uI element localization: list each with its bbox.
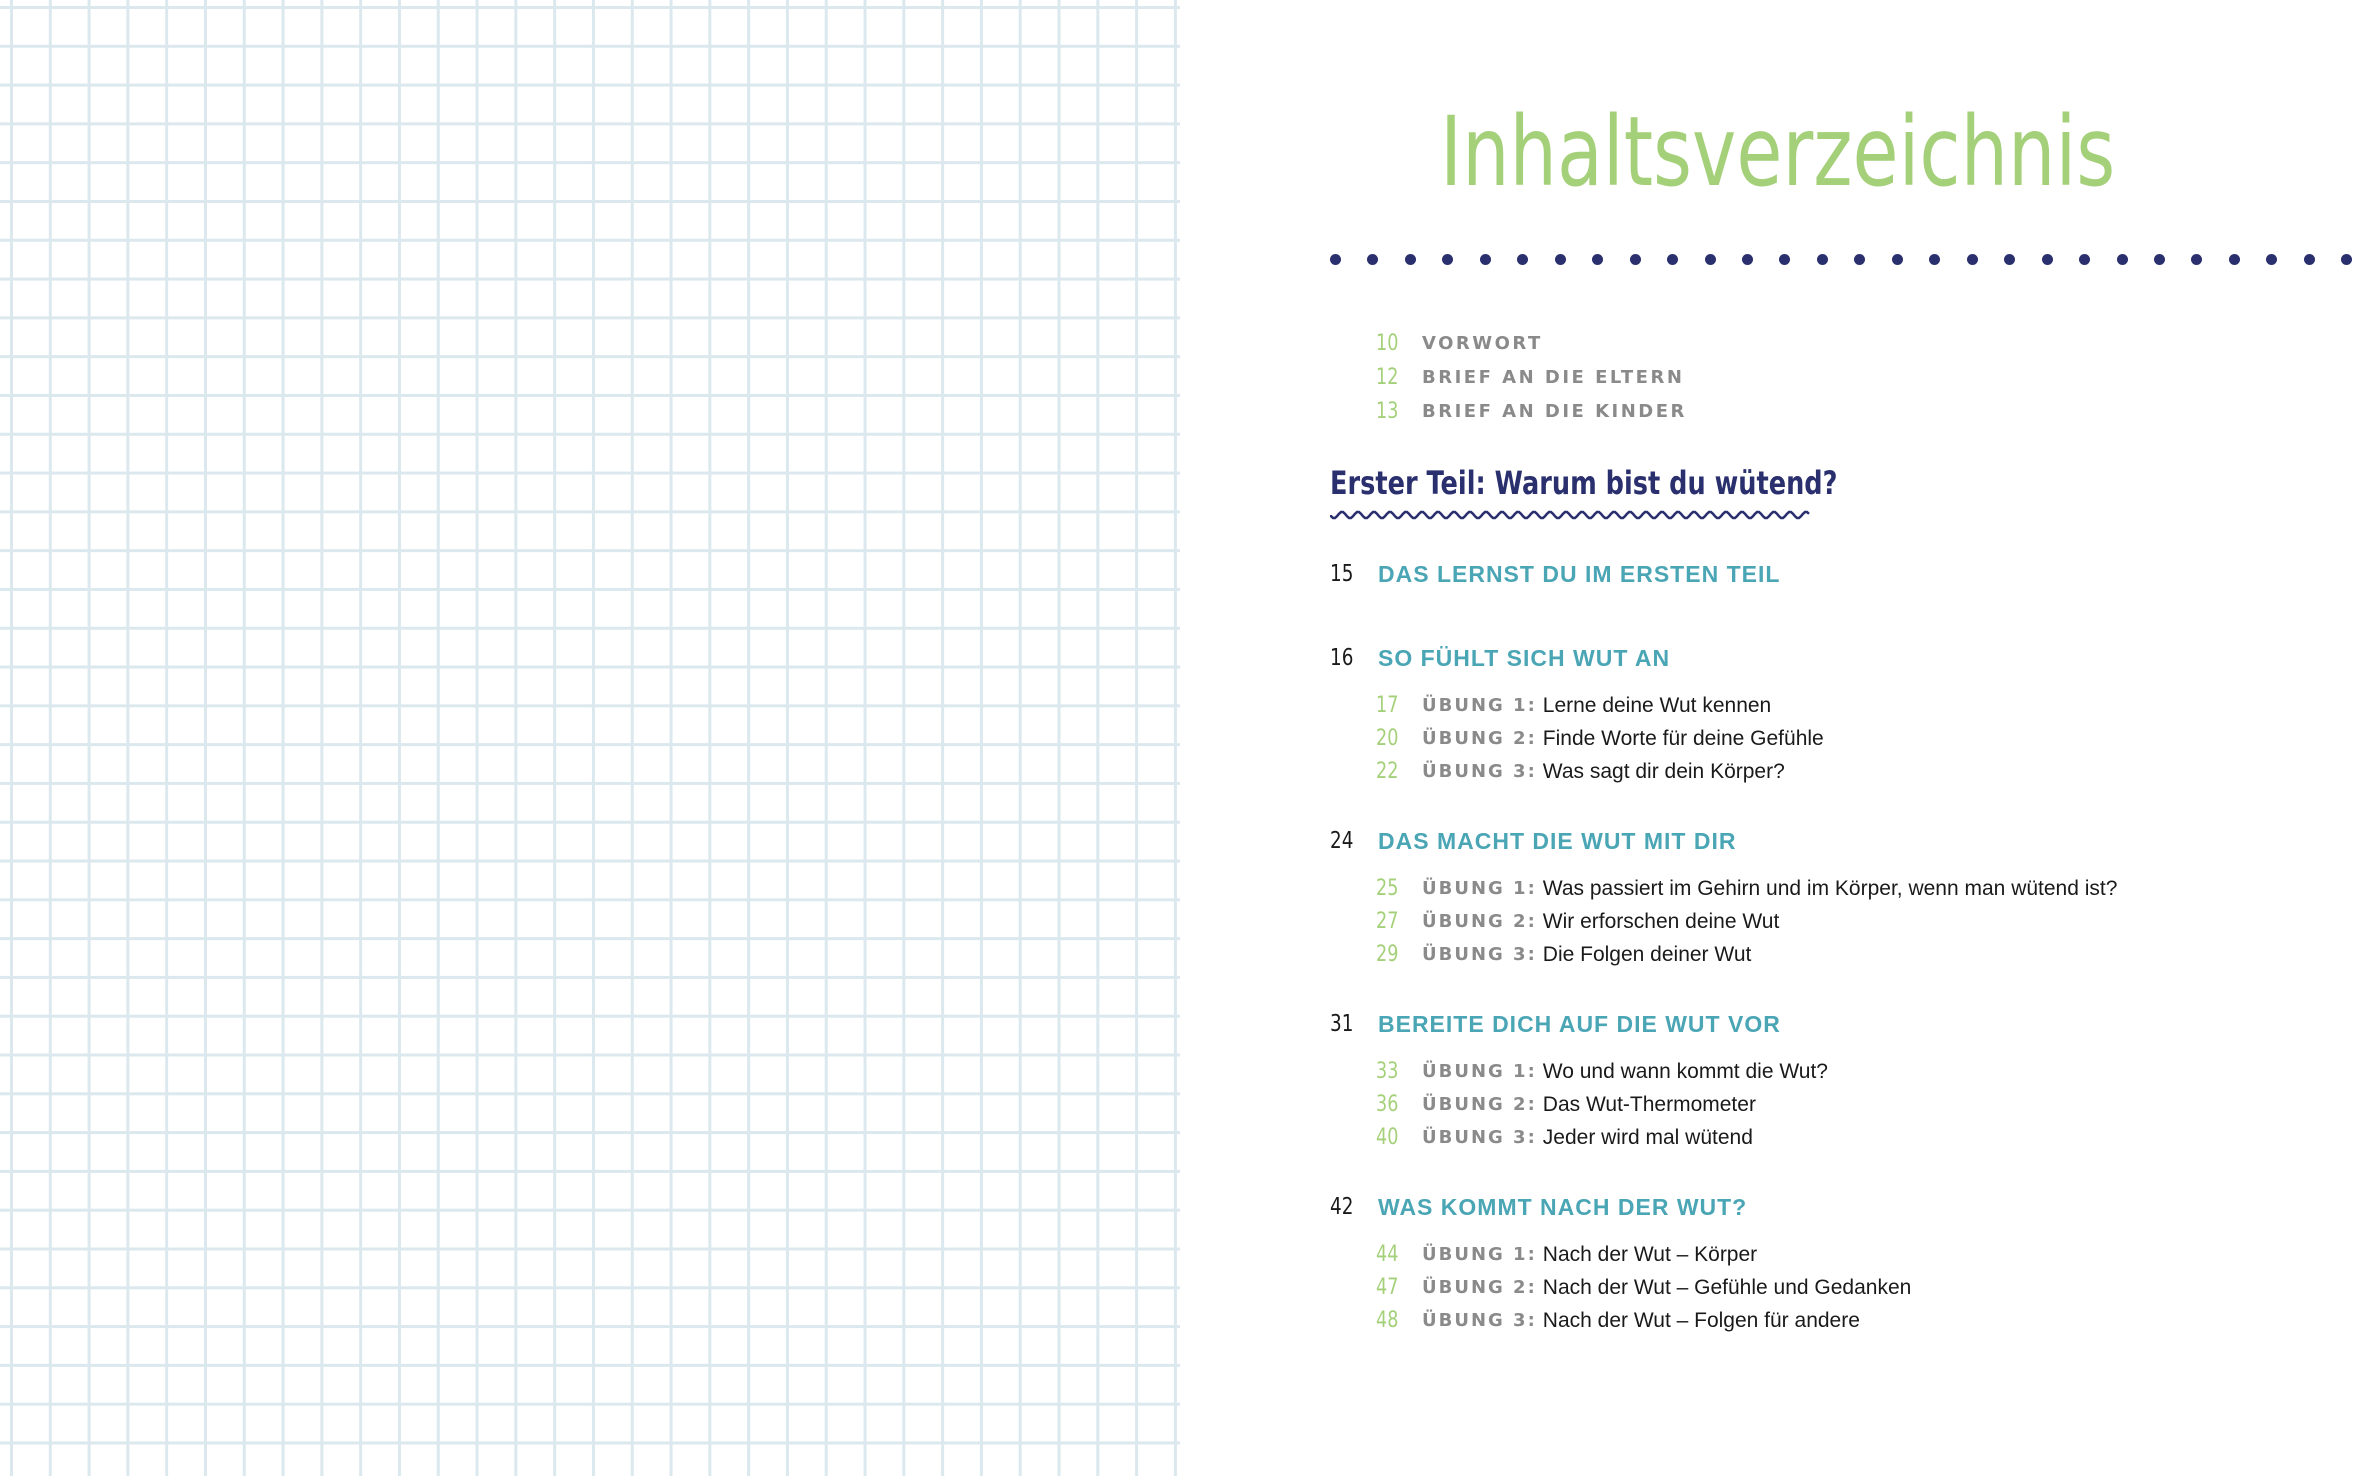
exercise-title: Nach der Wut – Körper xyxy=(1542,1242,1758,1266)
page-title: Inhaltsverzeichnis xyxy=(1440,96,2116,208)
toc-section xyxy=(1330,823,2117,971)
exercise-item[interactable] xyxy=(1376,872,2117,905)
page-number: 44 xyxy=(1376,1242,1399,1267)
exercise-title: Nach der Wut – Folgen für andere xyxy=(1542,1308,1860,1332)
divider-dot xyxy=(1442,254,1453,265)
divider-dot xyxy=(1555,254,1566,265)
toc-section xyxy=(1330,640,1824,788)
front-matter-item[interactable] xyxy=(1376,360,1687,394)
page-number: 20 xyxy=(1376,726,1399,751)
exercise-item[interactable] xyxy=(1376,1055,1828,1088)
exercise-title: Lerne deine Wut kennen xyxy=(1542,693,1772,717)
wavy-underline xyxy=(1330,508,1812,522)
page-number: 48 xyxy=(1376,1308,1399,1333)
exercise-item[interactable] xyxy=(1376,1304,1911,1337)
grid-paper-page xyxy=(0,0,1180,1476)
page-number: 22 xyxy=(1376,759,1399,784)
page-number: 29 xyxy=(1376,942,1399,967)
exercise-label: ÜBUNG 3: xyxy=(1422,1310,1537,1331)
dotted-divider xyxy=(1330,252,2362,266)
divider-dot xyxy=(1705,254,1716,265)
divider-dot xyxy=(1892,254,1903,265)
divider-dot xyxy=(1330,254,1341,265)
exercise-label: ÜBUNG 1: xyxy=(1422,1244,1537,1265)
front-matter-item[interactable] xyxy=(1376,394,1687,428)
divider-dot xyxy=(2229,254,2240,265)
page-number: 27 xyxy=(1376,909,1399,934)
front-matter-label: BRIEF AN DIE KINDER xyxy=(1422,400,1687,422)
front-matter-list xyxy=(1376,326,1687,428)
section-title: WAS KOMMT NACH DER WUT? xyxy=(1378,1193,1748,1220)
page-number: 24 xyxy=(1330,828,1354,854)
exercise-list xyxy=(1376,872,2117,971)
divider-dot xyxy=(2304,254,2315,265)
section-heading[interactable] xyxy=(1330,1189,1911,1225)
exercise-list xyxy=(1376,1238,1911,1337)
front-matter-item[interactable] xyxy=(1376,326,1687,360)
page-number: 15 xyxy=(1330,561,1354,587)
divider-dot xyxy=(1779,254,1790,265)
exercise-title: Wir erforschen deine Wut xyxy=(1542,909,1780,933)
section-heading[interactable] xyxy=(1330,556,1780,592)
page-number: 47 xyxy=(1376,1275,1399,1300)
divider-dot xyxy=(1817,254,1828,265)
exercise-title: Jeder wird mal wütend xyxy=(1542,1125,1753,1149)
exercise-item[interactable] xyxy=(1376,938,2117,971)
divider-dot xyxy=(1517,254,1528,265)
section-heading[interactable] xyxy=(1330,640,1824,676)
exercise-label: ÜBUNG 2: xyxy=(1422,1277,1537,1298)
page-number: 10 xyxy=(1376,330,1399,356)
exercise-list xyxy=(1376,689,1824,788)
section-title: DAS MACHT DIE WUT MIT DIR xyxy=(1378,827,1737,854)
exercise-list xyxy=(1376,1055,1828,1154)
exercise-label: ÜBUNG 2: xyxy=(1422,911,1537,932)
divider-dot xyxy=(2266,254,2277,265)
page-number: 12 xyxy=(1376,364,1399,390)
exercise-item[interactable] xyxy=(1376,1238,1911,1271)
exercise-item[interactable] xyxy=(1376,905,2117,938)
part-heading: Erster Teil: Warum bist du wütend? xyxy=(1330,464,1838,502)
exercise-item[interactable] xyxy=(1376,1121,1828,1154)
divider-dot xyxy=(1742,254,1753,265)
exercise-label: ÜBUNG 1: xyxy=(1422,1061,1537,1082)
exercise-label: ÜBUNG 1: xyxy=(1422,695,1537,716)
divider-dot xyxy=(2004,254,2015,265)
section-heading[interactable] xyxy=(1330,1006,1828,1042)
page-number: 17 xyxy=(1376,693,1399,718)
toc-section xyxy=(1330,556,1780,592)
front-matter-label: VORWORT xyxy=(1422,332,1543,354)
page-number: 13 xyxy=(1376,398,1399,424)
section-title: SO FÜHLT SICH WUT AN xyxy=(1378,644,1671,671)
exercise-title: Was passiert im Gehirn und im Körper, wenn man wütend ist? xyxy=(1542,876,2118,900)
exercise-label: ÜBUNG 2: xyxy=(1422,728,1537,749)
toc-section xyxy=(1330,1006,1828,1154)
divider-dot xyxy=(2341,254,2352,265)
exercise-item[interactable] xyxy=(1376,1088,1828,1121)
exercise-title: Was sagt dir dein Körper? xyxy=(1542,759,1785,783)
exercise-title: Wo und wann kommt die Wut? xyxy=(1542,1059,1828,1083)
exercise-item[interactable] xyxy=(1376,722,1824,755)
page-number: 31 xyxy=(1330,1011,1354,1037)
divider-dot xyxy=(2191,254,2202,265)
section-heading[interactable] xyxy=(1330,823,2117,859)
divider-dot xyxy=(1405,254,1416,265)
exercise-item[interactable] xyxy=(1376,755,1824,788)
exercise-label: ÜBUNG 2: xyxy=(1422,1094,1537,1115)
divider-dot xyxy=(1929,254,1940,265)
exercise-title: Das Wut-Thermometer xyxy=(1542,1092,1756,1116)
front-matter-label: BRIEF AN DIE ELTERN xyxy=(1422,366,1685,388)
exercise-title: Die Folgen deiner Wut xyxy=(1542,942,1752,966)
page-number: 16 xyxy=(1330,645,1354,671)
page-number: 36 xyxy=(1376,1092,1399,1117)
divider-dot xyxy=(1367,254,1378,265)
exercise-title: Finde Worte für deine Gefühle xyxy=(1542,726,1824,750)
page-number: 33 xyxy=(1376,1059,1399,1084)
page-number: 25 xyxy=(1376,876,1399,901)
toc-section xyxy=(1330,1189,1911,1337)
page-number: 40 xyxy=(1376,1125,1399,1150)
exercise-item[interactable] xyxy=(1376,689,1824,722)
divider-dot xyxy=(2117,254,2128,265)
exercise-title: Nach der Wut – Gefühle und Gedanken xyxy=(1542,1275,1912,1299)
exercise-item[interactable] xyxy=(1376,1271,1911,1304)
divider-dot xyxy=(1967,254,1978,265)
exercise-label: ÜBUNG 3: xyxy=(1422,944,1537,965)
divider-dot xyxy=(1667,254,1678,265)
divider-dot xyxy=(2079,254,2090,265)
exercise-label: ÜBUNG 3: xyxy=(1422,1127,1537,1148)
exercise-label: ÜBUNG 3: xyxy=(1422,761,1537,782)
toc-page xyxy=(1180,0,2362,1476)
divider-dot xyxy=(1592,254,1603,265)
divider-dot xyxy=(1854,254,1865,265)
page-number: 42 xyxy=(1330,1194,1354,1220)
divider-dot xyxy=(2154,254,2165,265)
divider-dot xyxy=(1480,254,1491,265)
section-title: DAS LERNST DU IM ERSTEN TEIL xyxy=(1378,560,1781,587)
divider-dot xyxy=(2042,254,2053,265)
section-title: BEREITE DICH AUF DIE WUT VOR xyxy=(1378,1010,1781,1037)
exercise-label: ÜBUNG 1: xyxy=(1422,878,1537,899)
divider-dot xyxy=(1630,254,1641,265)
